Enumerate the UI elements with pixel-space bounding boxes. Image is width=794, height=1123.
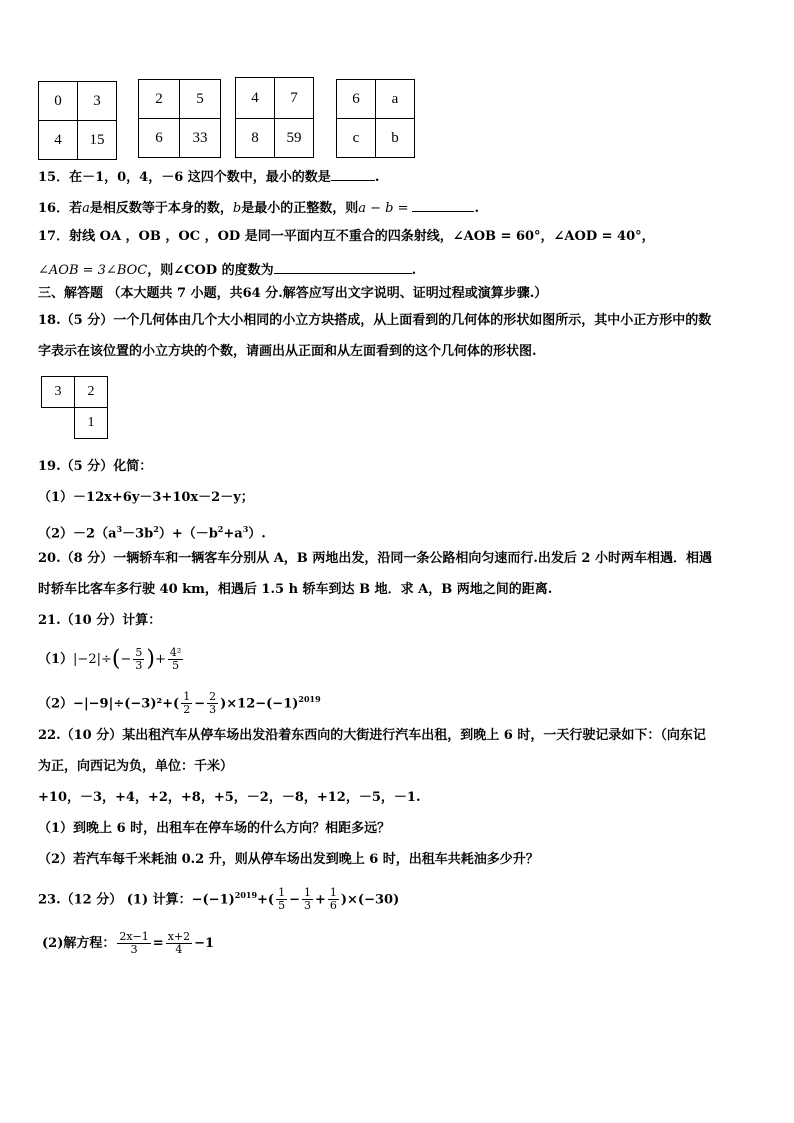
fraction xyxy=(328,887,339,912)
exponent: 3 xyxy=(116,524,123,534)
grid-cell: 1 xyxy=(74,407,108,439)
question-text: 是相反数等于本身的数， xyxy=(89,201,233,216)
question-text: 15．在－1，0，4，－6 这四个数中，最小的数是 xyxy=(38,170,331,185)
exponent: 2019 xyxy=(298,694,321,704)
punctuation: . xyxy=(411,263,417,278)
plus-sign: + xyxy=(154,652,166,667)
number-grid-4 xyxy=(336,79,415,158)
plus-sign: + xyxy=(314,892,326,908)
fraction xyxy=(133,647,144,672)
question-21-title: 21.（10 分）计算： xyxy=(38,613,162,628)
expression: a − b = xyxy=(358,201,409,216)
exponent: 2 xyxy=(153,524,159,534)
question-19-title: 19.（5 分）化简： xyxy=(38,459,153,474)
question-23-part-2 xyxy=(42,931,214,956)
exponent: 3 xyxy=(242,524,249,534)
part-label: （1） xyxy=(38,652,74,667)
expression: +( xyxy=(257,892,275,908)
minus-sign: − xyxy=(289,892,300,908)
fraction xyxy=(181,691,192,716)
expression: ）+（－b xyxy=(158,526,218,542)
question-21-part-2 xyxy=(38,690,321,716)
question-20-line-1: 20.（8 分）一辆轿车和一辆客车分别从 A，B 两地出发，沿同一条公路相向匀速而行.出发后 2 小时两车相遇．相遇 xyxy=(38,551,712,566)
expression: ）. xyxy=(248,526,266,542)
grid-cell: 59 xyxy=(275,119,314,158)
numerator: 1 xyxy=(329,886,337,900)
grid-cell: 7 xyxy=(275,78,314,119)
grid-cell: 6 xyxy=(139,119,180,158)
punctuation: . xyxy=(374,170,380,185)
grid-cell: 0 xyxy=(39,82,78,121)
numerator: 2x−1 xyxy=(119,930,149,943)
fraction xyxy=(166,931,192,956)
grid-cell: 6 xyxy=(337,80,376,119)
number-grid-2 xyxy=(138,79,221,158)
number-grid-1 xyxy=(38,81,117,160)
fraction xyxy=(302,887,313,912)
grid-cell: 3 xyxy=(41,376,75,408)
grid-cell: 2 xyxy=(139,80,180,119)
grid-cell: 33 xyxy=(180,119,221,158)
expression: +a xyxy=(223,526,243,542)
denominator: 6 xyxy=(329,899,337,913)
variable-b: b xyxy=(232,201,242,216)
grid-cell: 2 xyxy=(74,376,108,408)
number-grid-3 xyxy=(235,77,314,158)
question-16 xyxy=(38,197,479,218)
question-18-line-2: 字表示在该位置的小立方块的个数，请画出从正面和从左面看到的这个几何体的形状图. xyxy=(38,344,537,359)
question-22-line-2: 为正，向西记为负，单位：千米） xyxy=(38,759,234,774)
fraction xyxy=(168,647,183,672)
answer-blank[interactable] xyxy=(274,259,412,274)
equals-sign: = xyxy=(152,936,164,951)
question-21-part-1 xyxy=(38,647,185,672)
expression: −1 xyxy=(194,936,215,951)
expression: −|−9|÷(−3)²+( xyxy=(73,696,180,712)
denominator: 4 xyxy=(166,943,192,956)
right-paren: ) xyxy=(146,646,155,672)
answer-blank[interactable] xyxy=(331,166,375,181)
question-text: 17．射线 OA ，OB ，OC ，OD 是同一平面内互不重合的四条射线，∠AOB = 60°，∠AOD = 40°， xyxy=(38,229,655,244)
question-19-part-1: （1）－12x+6y－3+10x－2－y； xyxy=(38,490,254,505)
denominator: 2 xyxy=(183,703,191,717)
grid-cell: 5 xyxy=(180,80,221,119)
question-text: 16．若 xyxy=(38,201,83,216)
question-15 xyxy=(38,166,379,187)
expression: ∠AOB = 3∠BOC xyxy=(38,263,148,278)
minus-sign: − xyxy=(120,652,132,667)
question-17-line-1 xyxy=(38,228,655,246)
question-22-part-1: （1）到晚上 6 时，出租车在停车场的什么方向？相距多远？ xyxy=(38,821,391,836)
numerator: 1 xyxy=(303,886,311,900)
question-text: ，则∠COD 的度数为 xyxy=(147,263,274,278)
section-heading: 三、解答题 （本大题共 7 小题，共64 分.解答应写出文字说明、证明过程或演算步骤.） xyxy=(38,286,548,301)
question-22-line-1: 22.（10 分）某出租汽车从停车场出发沿着东西向的大街进行汽车出租，到晚上 6 时，一天行驶记录如下：（向东记 xyxy=(38,728,706,743)
grid-cell: 3 xyxy=(78,82,117,121)
left-paren: ( xyxy=(111,646,121,672)
question-text: 23.（12 分） (1) 计算：−(−1) xyxy=(38,892,235,908)
expression: )×12−(−1) xyxy=(220,696,299,712)
grid-cell: 4 xyxy=(236,78,275,119)
question-22-records: +10，－3，+4，+2，+8，+5，－2，－8，+12，－5，－1. xyxy=(38,790,421,805)
question-18-line-1: 18.（5 分）一个几何体由几个大小相同的小立方块搭成，从上面看到的几何体的形状如图所示，其中小正方形中的数 xyxy=(38,313,712,328)
denominator: 5 xyxy=(168,659,183,672)
punctuation: . xyxy=(474,201,480,216)
part-label: （2） xyxy=(38,696,74,712)
expression: －3b xyxy=(122,526,154,542)
question-17-line-2 xyxy=(38,259,416,280)
expression: （2）－2（a xyxy=(38,526,117,542)
denominator: 5 xyxy=(278,899,286,913)
question-20-line-2: 时轿车比客车多行驶 40 km，相遇后 1.5 h 轿车到达 B 地．求 A，B 两地之间的距离. xyxy=(38,582,553,597)
exponent: 2 xyxy=(217,524,224,534)
question-22-part-2: （2）若汽车每千米耗油 0.2 升，则从停车场出发到晚上 6 时，出租车共耗油多少升？ xyxy=(38,852,539,867)
grid-cell: 8 xyxy=(236,119,275,158)
fraction xyxy=(117,931,150,956)
grid-cell: c xyxy=(337,119,376,158)
exponent: 2019 xyxy=(234,890,258,900)
grid-cell: 4 xyxy=(39,121,78,160)
fraction xyxy=(276,887,287,912)
question-text: 是最小的正整数，则 xyxy=(241,201,359,216)
expression: )×(−30) xyxy=(340,892,400,908)
numerator: x+2 xyxy=(167,930,191,943)
numerator: 5 xyxy=(135,646,143,659)
denominator: 3 xyxy=(303,899,311,913)
minus-sign: − xyxy=(194,696,206,712)
denominator: 3 xyxy=(209,703,217,717)
question-19-part-2 xyxy=(38,520,266,543)
numerator: 1 xyxy=(278,886,286,900)
grid-cell: 15 xyxy=(78,121,117,160)
numerator: 4² xyxy=(169,646,182,659)
variable-a: a xyxy=(82,201,90,216)
grid-cell: b xyxy=(376,119,415,158)
grid-cell: a xyxy=(376,80,415,119)
denominator: 3 xyxy=(135,659,143,672)
numerator: 2 xyxy=(209,690,217,704)
fraction xyxy=(207,691,218,716)
answer-blank[interactable] xyxy=(412,197,474,212)
part-label: (2)解方程： xyxy=(42,936,116,951)
question-23-part-1 xyxy=(38,886,399,912)
expression: |−2|÷ xyxy=(73,652,112,667)
numerator: 1 xyxy=(183,690,191,704)
denominator: 3 xyxy=(117,943,150,956)
